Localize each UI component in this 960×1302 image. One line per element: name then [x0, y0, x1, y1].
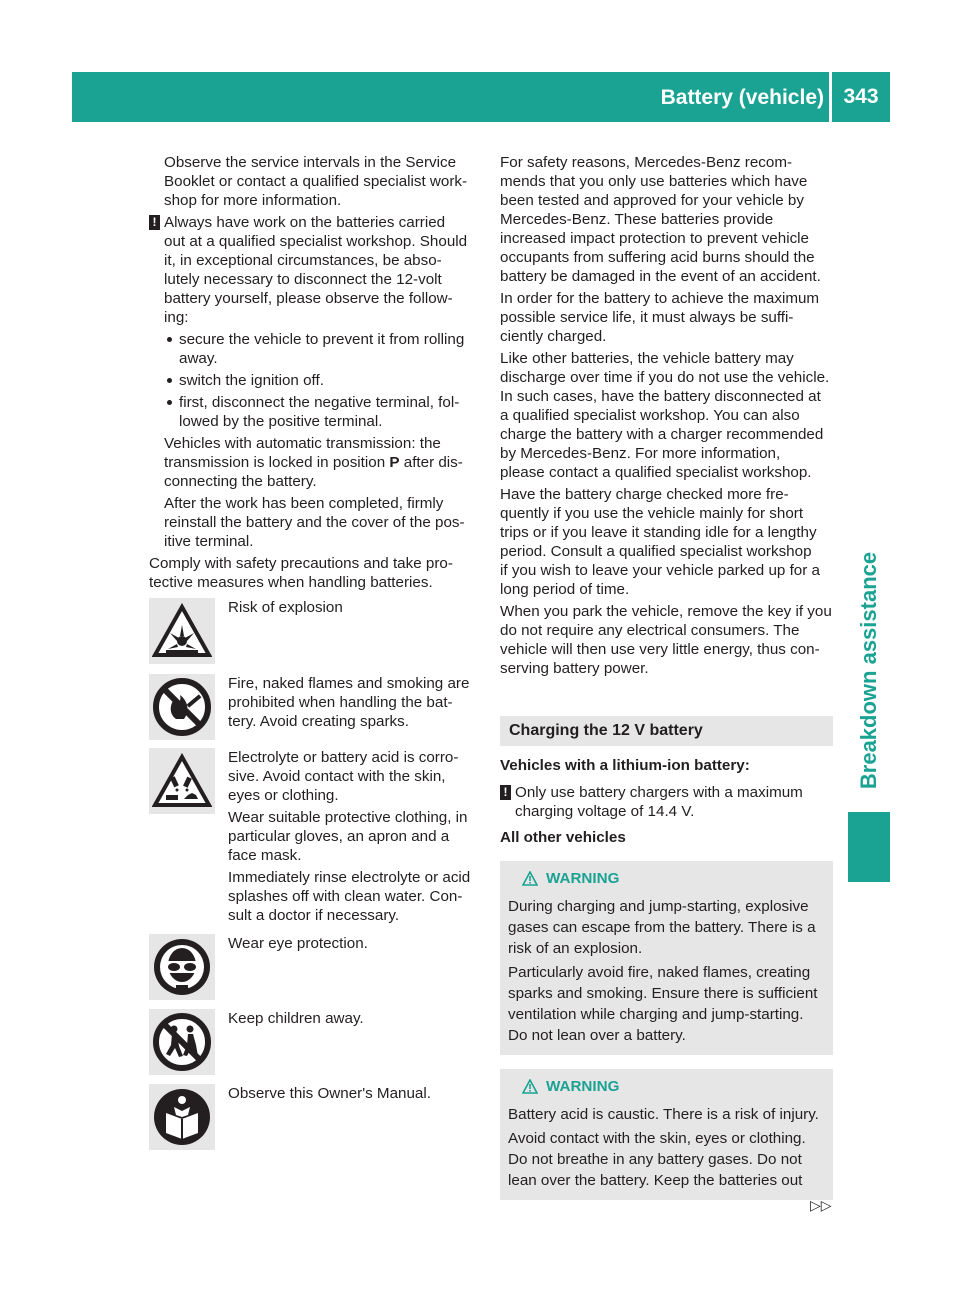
symbol-paragraph: Keep children away.: [228, 1010, 364, 1027]
symbol-text: [215, 674, 481, 740]
chapter-marker: [848, 812, 890, 882]
intro-paragraph: Observe the service intervals in the Service Booklet or contact a qualified specialist work- shop for more information.: [164, 154, 468, 209]
symbol-text: [215, 748, 481, 928]
page-title: Battery (vehicle): [660, 86, 824, 109]
no-fire-icon: [149, 674, 215, 740]
symbol-row: [149, 598, 481, 664]
paragraph: Have the battery charge checked more fre- quently if you use the vehicle mainly for short trips or if you leave it standing idle for a lengthy period. Consult a qualified specialist workshop if you wish to leave your vehicle parked up for a long period of time.: [500, 486, 820, 598]
other-vehicles-heading: All other vehicles: [500, 829, 626, 846]
lithium-heading: Vehicles with a lithium-ion battery:: [500, 757, 750, 774]
symbol-row: [149, 934, 481, 1000]
symbol-paragraph: Immediately rinse electrolyte or acid splashes off with clean water. Con- sult a doctor if necessary.: [228, 869, 471, 924]
warning-triangle-icon: [522, 1079, 538, 1094]
paragraph: When you park the vehicle, remove the key if you do not require any electrical consumers. The vehicle will then use very little energy, thus con- serving battery power.: [500, 603, 832, 677]
symbol-text: [215, 934, 481, 1000]
continue-arrows-icon: ▷▷: [810, 1197, 832, 1213]
owners-manual-icon: [149, 1084, 215, 1150]
paragraph: In order for the battery to achieve the maximum possible service life, it must always be suffi- ciently charged.: [500, 290, 820, 345]
comply-paragraph: Comply with safety precautions and take pro- tective measures when handling batteries.: [149, 555, 453, 591]
symbol-row: [149, 748, 481, 928]
symbol-row: [149, 1009, 481, 1075]
symbol-paragraph: Observe this Owner's Manual.: [228, 1085, 431, 1102]
warning-box: [500, 861, 833, 1055]
list-item: switch the ignition off.: [164, 371, 481, 390]
symbol-text: [215, 598, 481, 664]
keep-children-away-icon: [149, 1009, 215, 1075]
chapter-tab: [848, 540, 890, 800]
notice-block: [149, 213, 481, 327]
bullet-list: [149, 330, 481, 431]
notice-icon: !: [500, 785, 511, 800]
warning-header: [508, 1077, 825, 1096]
right-column: [500, 153, 833, 1200]
warning-text: During charging and jump-starting, explosive gases can escape from the battery. There is a risk of an explosion.: [508, 898, 816, 957]
symbol-row: [149, 1084, 481, 1150]
symbol-text: [215, 1009, 481, 1075]
auto-text-end: after dis- connecting the battery.: [164, 454, 463, 490]
notice-icon: !: [149, 215, 160, 230]
park-position-label: P: [389, 454, 400, 471]
paragraph: For safety reasons, Mercedes-Benz recom- mends that you only use batteries which have been tested and approved for your vehicle by Mercedes-Benz. These batteries provide increased impact protection to prevent vehicle occupants from suffering acid burns should the battery be damaged in the event of an accident.: [500, 154, 821, 285]
warning-text: Battery acid is caustic. There is a risk of injury.: [508, 1106, 819, 1123]
corrosive-warning-icon: [149, 748, 215, 814]
automatic-transmission-paragraph: [149, 434, 481, 491]
section-heading: Charging the 12 V battery: [500, 716, 833, 746]
list-item: secure the vehicle to prevent it from rolling away.: [164, 330, 481, 368]
warning-label: WARNING: [546, 870, 620, 887]
symbol-paragraph: Wear eye protection.: [228, 935, 368, 952]
symbol-paragraph: Risk of explosion: [228, 599, 343, 616]
auto-text-start: Vehicles with automatic transmission: the transmission is locked in position: [164, 435, 441, 471]
page-number: 343: [832, 72, 890, 122]
symbol-row: [149, 674, 481, 740]
warning-text: Particularly avoid fire, naked flames, creating sparks and smoking. Ensure there is sufficient ventilation while charging and jump-starting. Do not lean over a battery.: [508, 964, 818, 1044]
warning-text: Avoid contact with the skin, eyes or clothing. Do not breathe in any battery gases. Do not lean over the battery. Keep the batteries out: [508, 1130, 806, 1189]
notice-text: Always have work on the batteries carried out at a qualified specialist workshop. Should it, in exceptional circumstances, be abso- lutely necessary to disconnect the 12-volt battery yourself, please observe the follow- ing:: [164, 214, 468, 326]
warning-triangle-icon: [522, 871, 538, 886]
list-item: first, disconnect the negative terminal, fol- lowed by the positive terminal.: [164, 393, 481, 431]
lithium-notice: [500, 783, 833, 821]
eye-protection-icon: [149, 934, 215, 1000]
symbol-paragraph: Fire, naked flames and smoking are prohibited when handling the bat- tery. Avoid creating sparks.: [228, 675, 470, 730]
warning-header: [508, 869, 825, 888]
warning-label: WARNING: [546, 1078, 620, 1095]
explosion-warning-icon: [149, 598, 215, 664]
left-column: [149, 153, 481, 1150]
warning-box: [500, 1069, 833, 1200]
symbol-paragraph: Wear suitable protective clothing, in particular gloves, an apron and a face mask.: [228, 809, 468, 864]
paragraph: Like other batteries, the vehicle battery may discharge over time if you do not use the vehicle. In such cases, have the battery disconnected at a qualified specialist workshop. You can also charge the battery with a charger recommended by Mercedes-Benz. For more information, please contact a qualified specialist workshop.: [500, 350, 830, 481]
chapter-tab-label: Breakdown assistance: [856, 551, 882, 789]
symbol-paragraph: Electrolyte or battery acid is corro- sive. Avoid contact with the skin, eyes or clothing.: [228, 749, 459, 804]
after-work-paragraph: After the work has been completed, firmly reinstall the battery and the cover of the pos- itive terminal.: [164, 495, 465, 550]
symbol-text: [215, 1084, 481, 1150]
notice-text: Only use battery chargers with a maximum charging voltage of 14.4 V.: [515, 784, 803, 820]
